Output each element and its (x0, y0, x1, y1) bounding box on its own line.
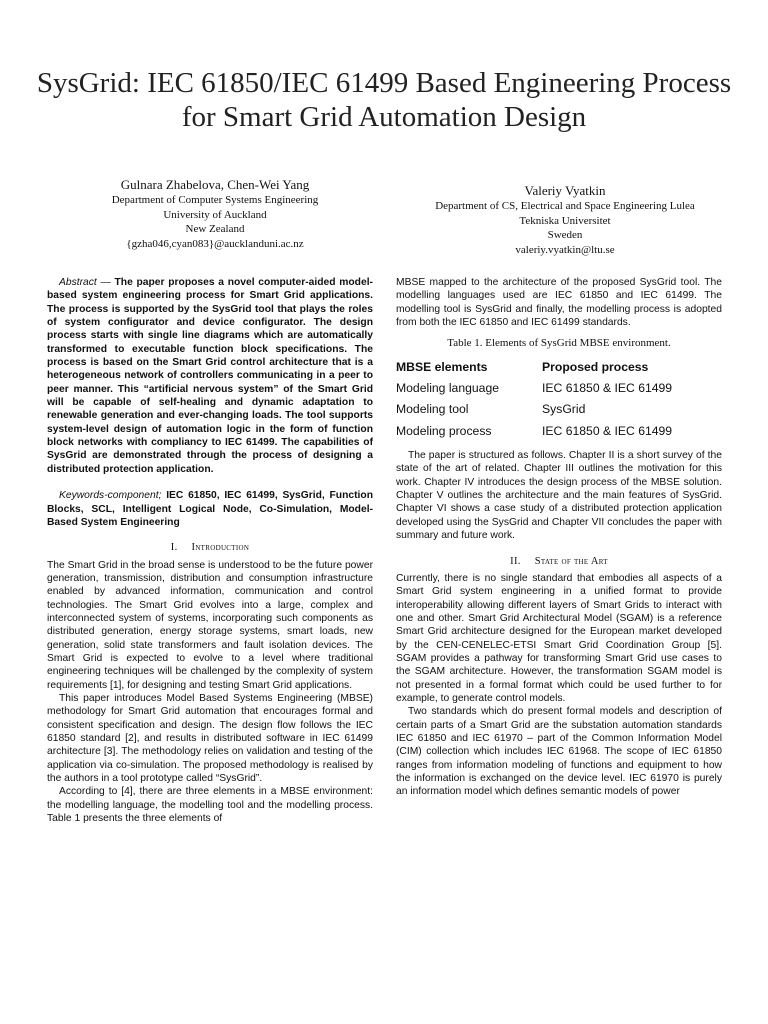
author-name: Valeriy Vyatkin (524, 183, 606, 198)
abstract-text: The paper proposes a novel computer-aided model-based system engineering process for Smart Grid applications. The process is supported by the SysGrid tool that plays the roles of system configurator and device configurator. The design process starts with single line diagrams which are automatically transformed to executable function block specifications. The process is based on the Smart Grid control architecture that is a heterogeneous network of controllers communicating in a peer to peer manner. This “artificial nervous system” of the Smart Grid will be capable of self-healing and dynamic adaptation to renewable generation and ever-changing loads. The tool supports system-level design of automation logic in the form of function block networks with compliancy to IEC 61499. The capabilities of SysGrid are demonstrated through the process of designing a distributed protection application. (47, 277, 373, 475)
author-affiliation-line: Department of Computer Systems Engineering (111, 194, 319, 206)
table-caption: Table 1. Elements of SysGrid MBSE environment. (447, 337, 671, 350)
paragraph: The Smart Grid in the broad sense is understood to be the future power generation, transmission, distribution and consumption infrastructure enabled by advanced information, communication and control technologies. The Smart Grid evolves into a large, complex and interconnected system of systems, incorporating such components as distributed generation, energy storage systems, smart loads, new generation, solid state transformers and fault isolation devices. The Smart Grid is expected to evolve to a level where traditional engineering techniques will be challenged by the complexity of system requirements [1], for designing and testing Smart Grid applications. (47, 559, 373, 691)
keywords-label: Keywords-component; (59, 490, 162, 502)
abstract (47, 276, 373, 476)
right-column (396, 276, 722, 799)
author-affiliation-line: Sweden (547, 229, 583, 241)
mbse-elements-table (396, 357, 726, 443)
section-heading-introduction (47, 541, 373, 554)
section-number: II. (510, 555, 521, 567)
paragraph: Two standards which do present formal models and description of certain parts of a Smart Grid are the substation automation standards IEC 61850 and IEC 61970 – part of the Common Information Model (CIM) collection which includes IEC 61968. The scope of IEC 61850 ranges from information modeling of functions and equipment to how the information is exchanged on the device level. IEC 61970 is purely an information model which defines semantic models of power (396, 706, 722, 798)
paragraph: Currently, there is no single standard that embodies all aspects of a Smart Grid system engineering in a unified format to provide interoperability allowing different layers of Smart Grids to interact with one and other. Smart Grid Architectural Model (SGAM) is a reference Smart Grid architecture designed for the European market developed by the CEN-CENELEC-ETSI Smart Grid Coordination Group [5]. SGAM provides a pathway for transforming Smart Grid use cases to the SGAM architecture. However, the transformation SGAM model is not presented in a formal format which could be used further to for example, to generate control models. (396, 572, 722, 704)
author-affiliation-line: Tekniska Universitet (519, 214, 611, 227)
author-block-1 (60, 176, 370, 251)
table-cell: Modeling tool (396, 402, 469, 417)
author-email: {gzha046,cyan083}@aucklanduni.ac.nz (126, 237, 304, 250)
table-cell: IEC 61850 & IEC 61499 (542, 381, 673, 396)
table-header-row (396, 357, 726, 379)
left-column (47, 276, 373, 825)
author-affiliation-line: Department of CS, Electrical and Space Engineering Lulea (435, 200, 695, 212)
author-name: Gulnara Zhabelova, Chen-Wei Yang (120, 177, 310, 192)
table-cell: SysGrid (542, 402, 586, 417)
author-email: valeriy.vyatkin@ltu.se (515, 243, 615, 256)
section-heading-state-of-the-art (396, 555, 722, 568)
paper-title: SysGrid: IEC 61850/IEC 61499 Based Engineering Process for Smart Grid Automation Design (36, 67, 732, 133)
table-header-cell: MBSE elements (396, 359, 488, 374)
paragraph: The paper is structured as follows. Chapter II is a short survey of the state of the art of related. Chapter III outlines the motivation for this work. Chapter IV introduces the design process of the MBSE solution. Chapter V outlines the architecture and the main features of SysGrid. Chapter VI shows a case study of a distributed protection application developed using the SysGrid and Chapter VII concludes the paper with summary and future work. (396, 450, 722, 542)
abstract-label: Abstract — (59, 277, 111, 288)
table-header-cell: Proposed process (542, 359, 649, 374)
author-block-2 (400, 182, 730, 257)
table-row (396, 422, 726, 443)
keywords (47, 489, 373, 529)
section-title: Introduction (191, 542, 250, 554)
table-cell: IEC 61850 & IEC 61499 (542, 423, 673, 438)
paragraph: According to [4], there are three elements in a MBSE environment: the modelling language, the modelling tool and the modelling process. Table 1 presents the three elements of (47, 786, 373, 825)
keywords-text: IEC 61850, IEC 61499, SysGrid, Function Blocks, SCL, Intelligent Logical Node, Co-Simulation, Model-Based System Engineering (47, 490, 373, 528)
section-number: I. (170, 542, 178, 554)
section-title: State of the Art (534, 555, 608, 567)
table-cell: Modeling language (396, 381, 499, 396)
author-affiliation-line: New Zealand (185, 223, 245, 235)
table-row (396, 379, 726, 400)
paragraph: MBSE mapped to the architecture of the proposed SysGrid tool. The modelling languages used are IEC 61850 and IEC 61499. The modelling tool is SysGrid and finally, the modelling process is adopted from both the IEC 61850 and IEC 61499 standards. (396, 277, 722, 329)
table-row (396, 400, 726, 421)
author-affiliation-line: University of Auckland (163, 208, 267, 221)
paragraph: This paper introduces Model Based Systems Engineering (MBSE) methodology for Smart Grid automation that encourages formal and consistent specification and design. The design flow follows the IEC 61850 standard [2], and results in distributed software in IEC 61499 architecture [3]. The methodology relies on validation and testing of the application via co-simulation. The proposed methodology is realised by the authors in a tool prototype called “SysGrid”. (47, 692, 373, 785)
table-cell: Modeling process (396, 423, 492, 438)
